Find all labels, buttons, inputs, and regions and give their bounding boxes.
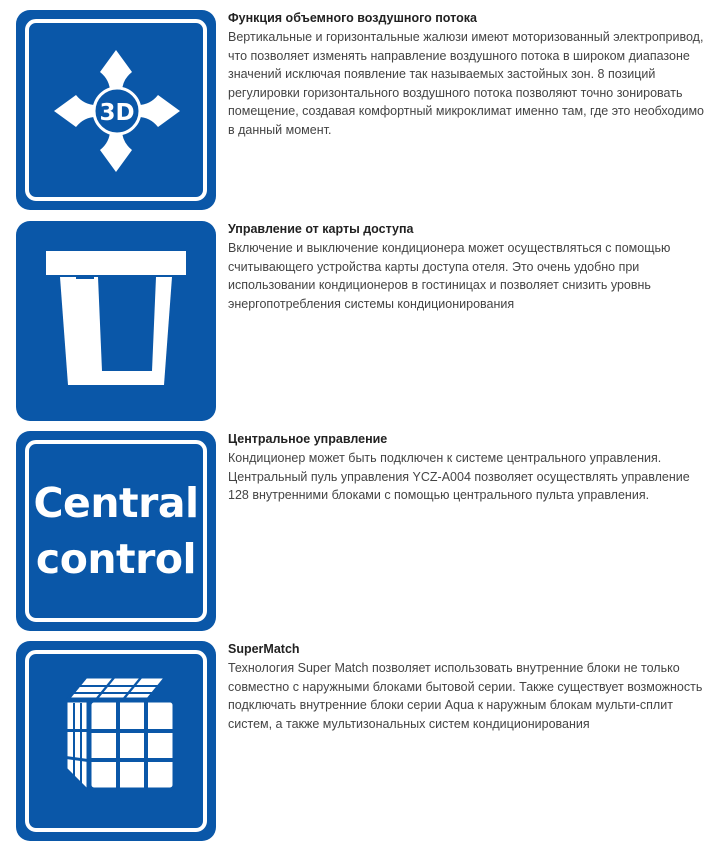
central-label: Central [33,479,199,527]
feature-title: Управление от карты доступа [228,222,414,236]
feature-description: Включение и выключение кондиционера может осуществляться с помощью считывающего устройства карты доступа отеля. Это очень удобно при использовании кондиционеров в гостиницах и позволяет снизить уровнь энергопотребления системы кондиционирования [228,241,671,311]
feature-description: Технология Super Match позволяет использовать внутренние блоки не только совместно с наружными блоками бытовой серии. Также существует возможность подключать внутренние блоки серии Aqua к наружным блокам мульти-сплит систем, а также мультизональных систем кондиционирования [228,661,703,731]
airflow-3d-icon [16,10,216,210]
feature-title: SuperMatch [228,642,300,656]
feature-text [228,641,706,733]
feature-description: Кондиционер может быть подключен к системе центрального управления. Центральный пуль управления YCZ-A004 позволяет осуществлять управление 128 внутренними блоками с помощью центрального пульта управления. [228,451,690,503]
cube-icon [16,641,216,841]
card-reader-icon [16,221,216,421]
control-label: control [35,535,197,583]
feature-title: Центральное управление [228,432,388,446]
feature-text [228,10,706,140]
feature-title: Функция объемного воздушного потока [228,11,477,25]
feature-text [228,221,706,313]
icon-3d-label: 3D [99,100,135,126]
central-control-icon [16,431,216,631]
feature-description: Вертикальные и горизонтальные жалюзи имеют моторизованный электропривод, что позволяет изменять направление воздушного потока в широком диапазоне значений исключая появление так называемых застойных зон. 8 позиций регулировки горизонтального воздушного потока позволяют точно зонировать помещение, создавая комфортный микроклимат именно там, где это необходимо в данный момент. [228,30,705,137]
feature-text [228,431,706,505]
